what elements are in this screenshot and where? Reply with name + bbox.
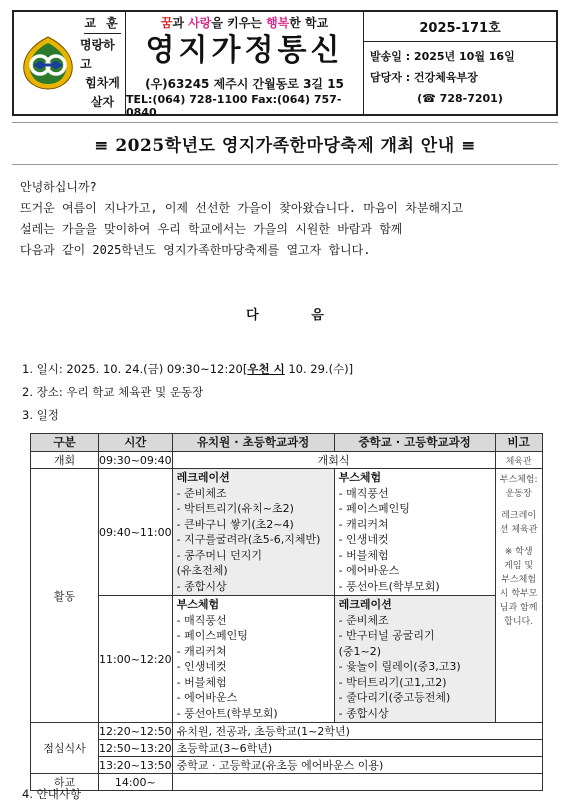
- intro-line: 안녕하십니까?: [20, 180, 97, 194]
- list-item: - 지구를굴려라(초5-6,지체반): [176, 533, 321, 546]
- list-item: (유초전체): [176, 564, 228, 577]
- newsletter-name: 영지가정통신: [145, 33, 344, 68]
- lunch-time: 12:20~12:50: [99, 724, 172, 738]
- school-tel-fax: TEL:(064) 728-1100 Fax:(064) 757-0840: [126, 93, 342, 119]
- table-header-row: [31, 434, 543, 452]
- intro-line: 설레는 가을을 맞이하여 우리 학교에서는 가을의 시원한 바람과 함께: [20, 222, 403, 236]
- col-header: 비고: [495, 434, 542, 452]
- list-item: - 준비체조: [338, 613, 389, 627]
- issue-number: 2025-171호: [364, 12, 556, 42]
- intro-text: [20, 177, 560, 261]
- manager: 담당자 : 건강체육부장: [370, 71, 478, 84]
- list-item: - 매직풍선: [338, 486, 389, 500]
- item-place: 2. 장소: 우리 학교 체육관 및 운동장: [22, 385, 204, 399]
- table-row-lunch: [31, 723, 543, 740]
- list-item: - 종합시상: [176, 579, 227, 593]
- col-header: 중학교 · 고등학교과정: [334, 434, 495, 452]
- col-header: 시간: [99, 434, 173, 452]
- item-date: 1. 일시: 2025. 10. 24.(금) 09:30~12:20[우천 시 10. 29.(수)]: [22, 362, 354, 376]
- slot2-elem-title: 부스체험: [176, 598, 220, 611]
- item-schedule-heading: 3. 일정: [22, 408, 59, 422]
- activity-label: 활동: [31, 469, 99, 723]
- logo-block: [14, 12, 126, 114]
- list-item: - 매직풍선: [176, 613, 227, 627]
- list-item: - 종합시상: [338, 706, 389, 720]
- slot2-elementary: [172, 596, 334, 723]
- list-item: - 버블체험: [338, 548, 389, 562]
- dismissal-time: 14:00~: [99, 774, 173, 791]
- slot1-elementary: [172, 469, 334, 596]
- activity-notes: [495, 469, 542, 723]
- note-extra: ※ 학생 게임 및 부스체험시 학부모님과 함께 합니다.: [499, 547, 538, 627]
- list-item: - 페이스페인팅: [338, 502, 410, 515]
- list-item: - 풍선아트(학부모회): [338, 579, 440, 593]
- opening-content: 개회식: [172, 452, 495, 469]
- list-item: - 페이스페인팅: [176, 629, 248, 642]
- list-item: - 인생네컷: [176, 660, 227, 673]
- lunch-content: 유치원, 전공과, 초등학교(1~2학년): [172, 723, 542, 740]
- col-header: 유치원 · 초등학교과정: [172, 434, 334, 452]
- event-items: [22, 358, 353, 427]
- opening-note: 체육관: [495, 452, 542, 469]
- motto-line: 살자: [90, 95, 115, 109]
- opening-label: 개회: [31, 452, 99, 469]
- dismissal-content: [172, 774, 542, 791]
- list-item: - 캐리커쳐: [338, 517, 389, 531]
- slot2-middle-high: [334, 596, 495, 723]
- list-item: - 에어바운스: [338, 564, 400, 577]
- note-booth: 부스체험: 운동장: [499, 475, 538, 499]
- list-item: - 버블체험: [176, 675, 227, 689]
- list-item: - 캐리커쳐: [176, 644, 227, 658]
- table-row-dismissal: [31, 774, 543, 791]
- sent-date: 발송일 : 2025년 10월 16일: [370, 50, 515, 63]
- dismissal-label: 하교: [31, 774, 99, 791]
- col-header: 구분: [31, 434, 99, 452]
- list-item: - 풍선아트(학부모회): [176, 706, 278, 720]
- list-item: - 큰바구니 쌓기(초2~4): [176, 517, 294, 531]
- school-address: (우)63245 제주시 간월동로 3길 15: [145, 77, 344, 91]
- item-notice-heading: 4. 안내사항: [22, 787, 82, 801]
- lunch-time: 12:50~13:20: [99, 741, 172, 755]
- slot2-mid-title: 레크레이션: [338, 598, 392, 611]
- schedule-table: [30, 433, 543, 791]
- newsletter-header: [12, 10, 558, 119]
- table-row-activity-2: [31, 596, 543, 723]
- list-item: - 윷놀이 릴레이(중3,고3): [338, 660, 461, 673]
- school-emblem-icon: [20, 35, 76, 91]
- intro-line: 다음과 같이 2025학년도 영지가족한마당축제를 열고자 합니다.: [20, 243, 371, 257]
- list-item: - 박터트리기(고1,고2): [338, 675, 447, 689]
- list-item: (중1~2): [338, 644, 382, 658]
- lunch-content: 중학교 · 고등학교(유초등 에어바운스 이용): [172, 757, 542, 774]
- divider: [12, 122, 558, 123]
- intro-line: 뜨거운 여름이 지나가고, 이제 선선한 가을이 찾아왔습니다. 마음이 차분해지고: [20, 201, 464, 215]
- school-motto: [80, 14, 125, 112]
- list-item: - 인생네컷: [338, 533, 389, 546]
- lunch-time: 13:20~13:50: [99, 758, 172, 772]
- section-heading: 다 음: [246, 308, 348, 323]
- issue-info: [364, 12, 556, 114]
- list-item: - 에어바운스: [176, 691, 238, 704]
- motto-title: 교 훈: [84, 14, 120, 34]
- lunch-content: 초등학교(3~6학년): [172, 740, 542, 757]
- slot1-elem-title: 레크레이션: [176, 471, 230, 484]
- motto-line: 명랑하고: [80, 38, 115, 71]
- table-row-activity-1: [31, 469, 543, 596]
- slot1-time: 09:40~11:00: [99, 469, 173, 596]
- manager-phone: (☎ 728-7201): [417, 92, 503, 105]
- table-row-opening: [31, 452, 543, 469]
- newsletter-masthead: [126, 12, 364, 119]
- slot1-middle-high: [334, 469, 495, 596]
- motto-line: 힘차게: [85, 76, 120, 90]
- school-slogan: 꿈과 사랑을 키우는 행복한 학교: [160, 16, 329, 30]
- list-item: - 박터트리기(유치~초2): [176, 502, 294, 515]
- document-title: ≡ 2025학년도 영지가족한마당축제 개최 안내 ≡: [94, 136, 476, 156]
- list-item: - 줄다리기(중고등전체): [338, 691, 451, 704]
- slot1-mid-title: 부스체험: [338, 471, 382, 484]
- slot2-time: 11:00~12:20: [99, 596, 173, 723]
- lunch-label: 점심식사: [31, 723, 99, 774]
- table-row-lunch: [31, 757, 543, 774]
- opening-time: 09:30~09:40: [99, 453, 172, 467]
- divider: [12, 164, 558, 165]
- list-item: - 콩주머니 던지기: [176, 548, 262, 562]
- table-row-lunch: [31, 740, 543, 757]
- list-item: - 반구터널 공굴리기: [338, 629, 435, 642]
- list-item: - 준비체조: [176, 486, 227, 500]
- note-recreation: 레크레이션 체육관: [499, 511, 538, 535]
